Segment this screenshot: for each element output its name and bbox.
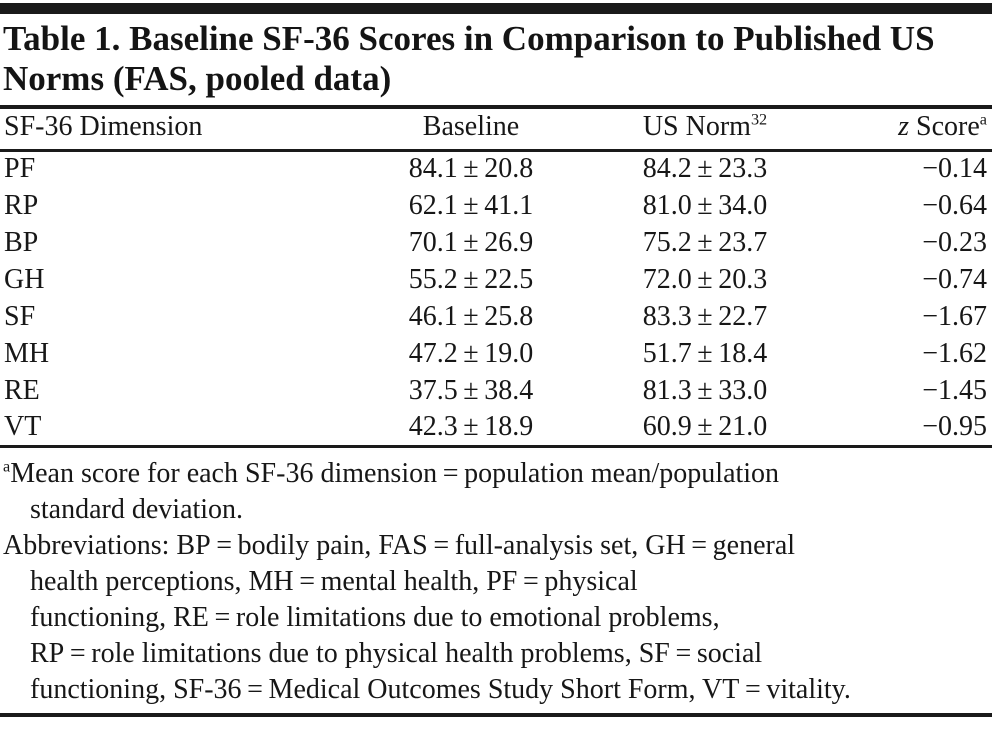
z-score-cell: −1.67 <box>922 300 987 332</box>
us-norm-label: US Norm <box>642 110 751 142</box>
us-norm-cell: 75.2 ± 23.7 <box>642 226 768 258</box>
sf36-scores-table <box>0 109 992 448</box>
us-norm-cell: 51.7 ± 18.4 <box>642 337 768 369</box>
z-score-cell: −0.23 <box>922 226 987 258</box>
baseline-cell: 70.1 ± 26.9 <box>408 226 534 258</box>
z-score-cell: −1.45 <box>922 374 987 406</box>
dimension-cell: RP <box>4 189 39 221</box>
baseline-cell: 62.1 ± 41.1 <box>408 189 534 221</box>
bottom-border-rule <box>0 713 992 717</box>
z-score-cell: −0.64 <box>922 189 987 221</box>
table-title <box>0 14 992 105</box>
baseline-cell: 47.2 ± 19.0 <box>408 337 534 369</box>
footnote-a-line-1 <box>0 456 992 492</box>
dimension-cell: RE <box>4 374 40 406</box>
table-row-gh <box>0 261 992 298</box>
abbreviations-line-2: health perceptions, MH = mental health, PF = physical <box>30 565 638 597</box>
abbreviations-line-1: Abbreviations: BP = bodily pain, FAS = full-analysis set, GH = general <box>3 529 796 561</box>
table-title-line-1: Table 1. Baseline SF-36 Scores in Comparison to Published US <box>3 19 935 58</box>
dimension-cell: PF <box>4 153 36 185</box>
abbreviations-line-3: functioning, RE = role limitations due to emotional problems, <box>30 601 720 633</box>
us-norm-cell: 72.0 ± 20.3 <box>642 263 768 295</box>
dimension-cell: MH <box>4 337 50 369</box>
us-norm-cell: 83.3 ± 22.7 <box>642 300 768 332</box>
table-row-vt <box>0 409 992 446</box>
us-norm-cell: 81.0 ± 34.0 <box>642 189 768 221</box>
baseline-cell: 55.2 ± 22.5 <box>408 263 534 295</box>
baseline-cell: 84.1 ± 20.8 <box>408 153 534 185</box>
z-score-cell: −1.62 <box>922 337 987 369</box>
baseline-cell: 46.1 ± 25.8 <box>408 300 534 332</box>
abbreviations-line-5: functioning, SF-36 = Medical Outcomes Study Short Form, VT = vitality. <box>30 673 851 705</box>
us-norm-reference-superscript: 32 <box>750 110 768 129</box>
column-header-us-norm <box>612 109 798 150</box>
dimension-cell: VT <box>0 409 330 446</box>
us-norm-cell: 60.9 ± 21.0 <box>612 409 798 446</box>
footnote-a-text: Mean score for each SF-36 dimension = population mean/population <box>10 457 780 489</box>
table-row-re <box>0 372 992 409</box>
header-row <box>0 109 992 150</box>
z-score-cell: −0.95 <box>798 409 992 446</box>
dimension-cell: SF <box>4 300 36 332</box>
table-header <box>0 109 992 150</box>
us-norm-cell: 84.2 ± 23.3 <box>642 153 768 185</box>
z-score-cell: −0.14 <box>922 153 987 185</box>
us-norm-cell: 81.3 ± 33.0 <box>642 374 768 406</box>
column-header-baseline: Baseline <box>330 109 612 150</box>
z-score-italic-z: z <box>898 110 910 142</box>
column-header-z-score <box>798 109 992 150</box>
dimension-cell: BP <box>4 226 39 258</box>
table-row-bp <box>0 224 992 261</box>
table-row-pf <box>0 150 992 187</box>
z-score-footnote-marker: a <box>979 110 987 129</box>
z-score-cell: −0.74 <box>922 263 987 295</box>
table-title-line-2: Norms (FAS, pooled data) <box>3 59 392 98</box>
table-row-rp <box>0 187 992 224</box>
column-header-dimension: SF-36 Dimension <box>0 109 330 150</box>
top-border-bar <box>0 3 992 14</box>
dimension-cell: GH <box>4 263 45 295</box>
footnote-a-marker: a <box>3 457 11 476</box>
baseline-cell: 37.5 ± 38.4 <box>408 374 534 406</box>
table-body <box>0 150 992 446</box>
z-score-label: Score <box>909 110 980 142</box>
table-row-mh <box>0 335 992 372</box>
footnote-a-line-2: standard deviation. <box>30 493 244 525</box>
abbreviations-line-4: RP = role limitations due to physical health problems, SF = social <box>30 637 763 669</box>
table-row-sf <box>0 298 992 335</box>
table-footnotes <box>0 448 992 708</box>
baseline-cell: 42.3 ± 18.9 <box>330 409 612 446</box>
